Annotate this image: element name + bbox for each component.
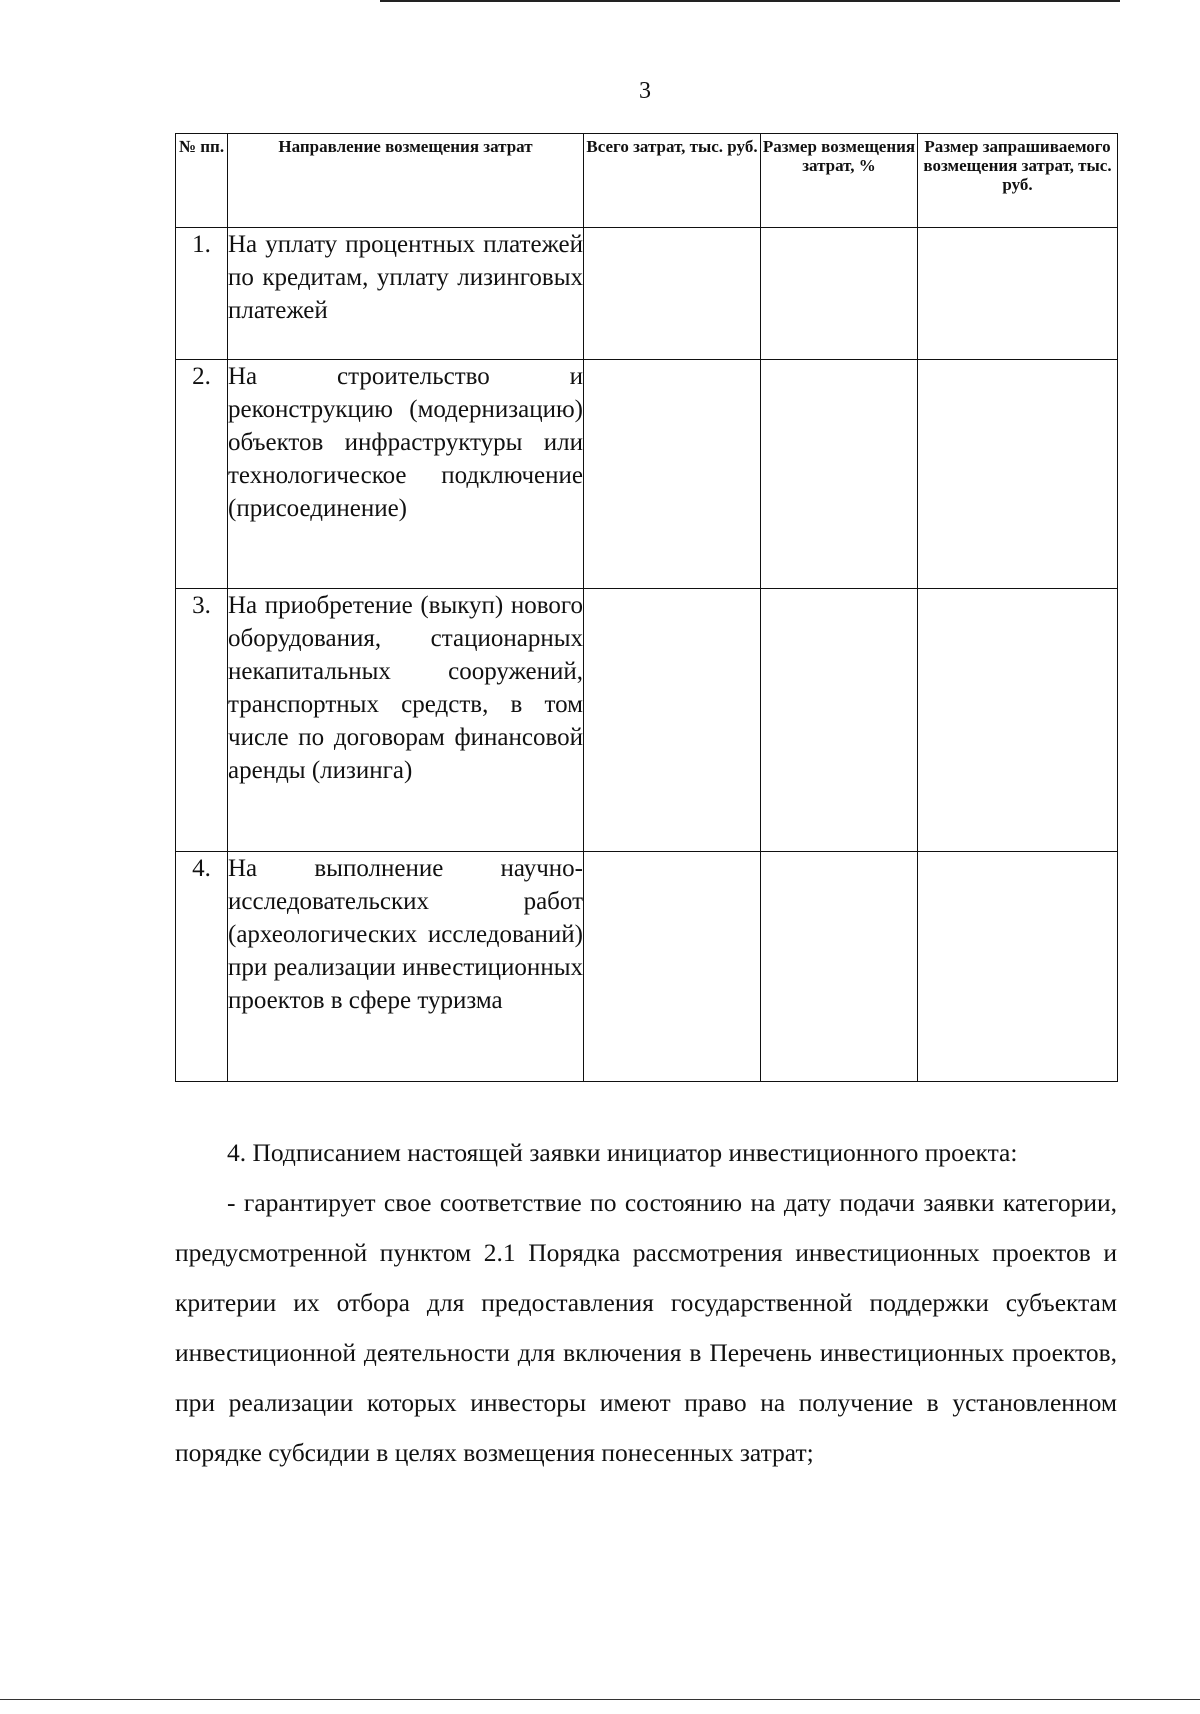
table-header-row — [176, 134, 1118, 228]
row-reimbursement-percent — [761, 228, 918, 360]
row-number: 3. — [176, 589, 228, 852]
table-row — [176, 228, 1118, 360]
table-row — [176, 589, 1118, 852]
row-direction: На уплату процентных платежей по кредитам, уплату лизинговых платежей — [228, 228, 584, 360]
page-number: 3 — [639, 78, 651, 104]
bottom-rule — [0, 1699, 1200, 1700]
table-row — [176, 852, 1118, 1082]
paragraph-guarantee: - гарантирует свое соответствие по состоянию на дату подачи заявки категории, предусмотренной пунктом 2.1 Порядка рассмотрения инвестиционных проектов и критерии их отбора для предоставления государственной поддержки субъектам инвестиционной деятельности для включения в Перечень инвестиционных проектов, при реализации которых инвесторы имеют право на получение в установленном порядке субсидии в целях возмещения понесенных затрат; — [175, 1188, 1117, 1467]
row-total-costs — [584, 852, 761, 1082]
row-reimbursement-percent — [761, 360, 918, 589]
row-total-costs — [584, 360, 761, 589]
header-direction: Направление возмещения затрат — [228, 134, 584, 228]
cost-reimbursement-table — [175, 133, 1118, 1082]
row-direction: На строительство и реконструкцию (модернизацию) объектов инфраструктуры или технологическое подключение (присоединение) — [228, 360, 584, 589]
header-requested-amount: Размер запрашиваемого возмещения затрат, тыс. руб. — [918, 134, 1118, 228]
row-requested-amount — [918, 360, 1118, 589]
row-reimbursement-percent — [761, 589, 918, 852]
row-requested-amount — [918, 228, 1118, 360]
row-direction: На выполнение научно-исследовательских работ (археологических исследований) при реализации инвестиционных проектов в сфере туризма — [228, 852, 584, 1082]
top-rule — [380, 0, 1120, 2]
row-number: 4. — [176, 852, 228, 1082]
paragraph-signing: 4. Подписанием настоящей заявки инициатор инвестиционного проекта: — [227, 1138, 1018, 1167]
header-total-costs: Всего затрат, тыс. руб. — [584, 134, 761, 228]
row-number: 2. — [176, 360, 228, 589]
row-number: 1. — [176, 228, 228, 360]
row-total-costs — [584, 589, 761, 852]
header-reimbursement-percent: Размер возмещения затрат, % — [761, 134, 918, 228]
row-total-costs — [584, 228, 761, 360]
row-requested-amount — [918, 589, 1118, 852]
row-requested-amount — [918, 852, 1118, 1082]
row-reimbursement-percent — [761, 852, 918, 1082]
table-row — [176, 360, 1118, 589]
header-number: № пп. — [176, 134, 228, 228]
body-text — [175, 1128, 1117, 1478]
row-direction: На приобретение (выкуп) нового оборудования, стационарных некапитальных сооружений, транспортных средств, в том числе по договорам финансовой аренды (лизинга) — [228, 589, 584, 852]
